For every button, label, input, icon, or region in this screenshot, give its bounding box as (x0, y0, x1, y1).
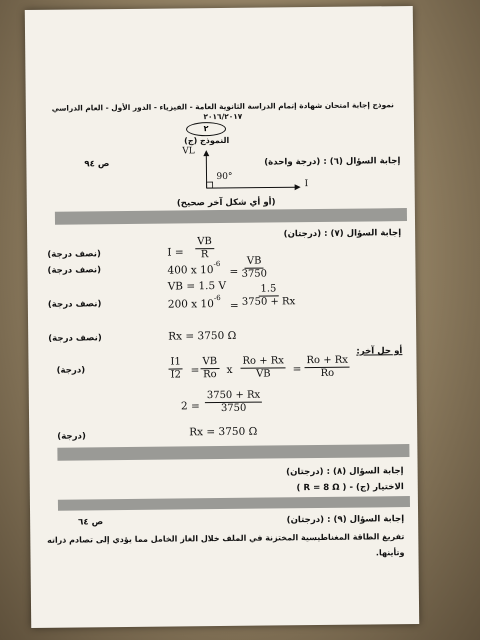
angle-label: 90° (216, 171, 233, 183)
vl-axis-label: VL (182, 146, 195, 157)
eq2-fraction: $\frac{VB}{3750}$ (241, 255, 268, 280)
eq4-eq: = (229, 299, 239, 312)
separator-band (57, 444, 409, 461)
eq2-left: 400 x 10 (167, 264, 214, 277)
eq7-left: 2 = (180, 400, 200, 413)
q7-mark-6: (درجة) (57, 431, 86, 442)
q9-answer-line1: تفريغ الطاقة المغناطيسية المختزنة في الملف خلال الغاز الخامل مما يؤدي إلى تصادم ذراته (47, 532, 405, 545)
q6-title: إجابة السؤال (٦) : (درجة واحدة) (264, 156, 401, 168)
eq1-left: I = (167, 246, 184, 259)
q8-title: إجابة السؤال (٨) : (درجتان) (286, 466, 404, 478)
i-axis-label: I (304, 179, 309, 190)
q6-note: (أو أي شكل آخر صحيح) (176, 197, 276, 209)
eq8: Rx = 3750 Ω (189, 425, 258, 439)
q7-title: إجابة السؤال (٧) : (درجتان) (283, 228, 402, 240)
q9-page-ref: ص ٦٤ (78, 517, 104, 528)
exam-answer-sheet: نموذج إجابة امتحان شهادة إتمام الدراسة الثانوية العامة - الفيزياء - الدور الأول - العام الدراسي ٢٠١٦/٢٠١٧ ٢ النموذج (ج) إجابة السؤال (٦) : (درجة واحدة) ص ٩٤ VL I 90° (أو أي شكل آخر صحيح) إجابة السؤال (٧) : (درجتان) (نصف درجة) (نصف درجة) (نصف درجة) (نصف درجة) I = $\frac{VB}{R}$ 400 x 10 -6 = $\frac{VB}{3750}$ VB = 1.5 V 200 x 10 -6 = $\frac{1.5}{3750 + Rx}$ Rx = 3750 Ω أو حل آخر: (درجة) $\frac{I1}{I2}$ = $\frac{VB}{Ro}$ x $\frac{Ro + Rx}{VB}$ = $\frac{Ro + Rx}{Ro}$ 2 = $\frac{3750 + Rx}{3750}$ (درجة) Rx = 3750 Ω إجابة السؤال (٨) : (درجتان) الاختيار (ج) - ( R = 8 Ω ) إجابة السؤال (٩) : (درجتان) ص ٦٤ تفريغ الطاقة المغناطيسية المختزنة في الملف خلال الغاز الخامل مما يؤدي إلى تصادم ذراته وتأينها. (25, 6, 419, 628)
header-line: نموذج إجابة امتحان شهادة إتمام الدراسة الثانوية العامة - الفيزياء - الدور الأول - العام الدراسي ٢٠١٦/٢٠١٧ (51, 100, 394, 122)
q7-mark-5: (درجة) (56, 365, 86, 376)
page-number-badge: ٢ (186, 122, 226, 136)
times-sign: x (226, 363, 233, 376)
vl-i-diagram (186, 143, 317, 194)
q7-mark-3: (نصف درجة) (47, 299, 102, 310)
ratio-sum-vb: $\frac{Ro + Rx}{VB}$ (240, 355, 286, 380)
alt-solution-label: أو حل آخر: (356, 346, 403, 357)
q6-page-ref: ص ٩٤ (84, 159, 110, 170)
eq2-exp: -6 (213, 260, 221, 269)
ratio-sum-ro: $\frac{Ro + Rx}{Ro}$ (304, 355, 350, 380)
q7-mark-2: (نصف درجة) (47, 265, 102, 276)
eq4-exp: -6 (213, 294, 221, 303)
eq4-fraction: $\frac{1.5}{3750 + Rx}$ (241, 283, 296, 308)
ratio-vb-ro: $\frac{VB}{Ro}$ (200, 356, 219, 381)
eq3: VB = 1.5 V (167, 279, 227, 293)
eq5: Rx = 3750 Ω (168, 329, 237, 343)
eq2-eq: = (229, 265, 239, 278)
q9-answer-line2: وتأينها. (375, 548, 405, 558)
eq7-fraction: $\frac{3750 + Rx}{3750}$ (205, 390, 263, 416)
q7-mark-4: (نصف درجة) (48, 333, 102, 344)
q8-choice: الاختيار (ج) - ( R = 8 Ω ) (296, 482, 404, 494)
eq4-left: 200 x 10 (167, 298, 214, 311)
q7-mark-1: (نصف درجة) (47, 249, 101, 260)
eq1-fraction: $\frac{VB}{R}$ (195, 236, 214, 261)
model-label: النموذج (ج) (184, 135, 230, 146)
ratio-i: $\frac{I1}{I2}$ (170, 356, 181, 381)
separator-band (55, 208, 407, 225)
separator-band (58, 496, 410, 511)
q9-title: إجابة السؤال (٩) : (درجتان) (286, 514, 405, 526)
